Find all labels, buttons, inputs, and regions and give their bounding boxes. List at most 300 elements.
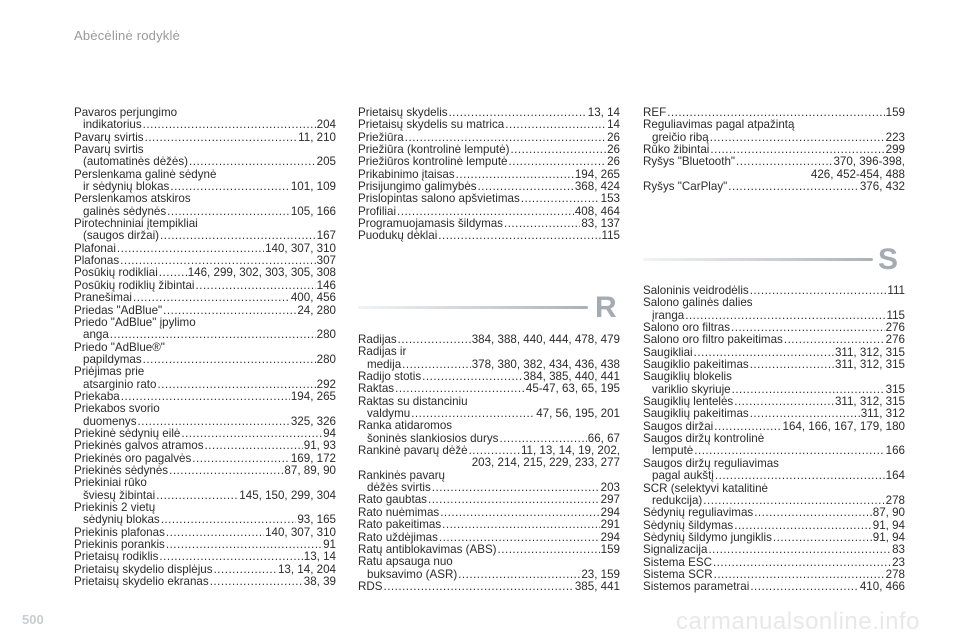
index-entry-pages: 205 [316,156,336,169]
dot-leader [405,132,606,144]
index-entry [74,453,336,465]
index-entry-term: Rato gaubtas [358,494,427,507]
index-entry-term: indikatorius [83,119,142,132]
index-entry-term: RDS [358,580,383,593]
dot-leader [397,206,574,218]
dot-leader [192,453,290,465]
dot-leader [398,334,471,346]
index-entry [358,470,620,495]
index-entry-term: (saugos diržai) [83,230,160,243]
dot-leader [715,470,885,482]
index-entry-pages: 166 [885,445,905,458]
dot-leader [750,408,860,420]
index-entry-heading: Pavaros perjungimo [74,106,178,119]
index-entry-line [74,280,336,292]
index-entry-heading: Saugiklių blokelis [643,370,732,384]
section-divider [643,258,873,261]
dot-leader [498,544,600,556]
index-entry-line [643,347,905,359]
index-entry-line [643,544,905,556]
index-entry-line [643,445,905,457]
index-entry-term: Prikabinimo įtaisas [358,168,455,181]
dot-leader [138,416,290,428]
index-entry-pages: 11, 13, 14, 19, 202, [520,445,620,458]
index-entry-line [358,581,620,593]
dot-leader [205,440,303,452]
index-column-1 [74,107,336,588]
index-entry-term: variklio skyriuje [652,383,731,396]
index-entry [74,564,336,576]
index-entry-pages: 153 [600,193,620,206]
dot-leader [694,347,834,359]
index-entry-line [643,569,905,581]
index-entry-line [643,156,905,168]
index-entry [643,507,905,519]
dot-leader [714,569,885,581]
index-entry-pages: 278 [885,494,905,507]
dot-leader [210,576,303,588]
index-entry-heading: Pavarų svirtis [74,143,144,157]
index-entry-term: Priekinės sėdynės [74,464,169,477]
index-entry [643,371,905,396]
index-entry-term: dėžės svirtis [367,482,431,495]
index-entry-heading: Saugos diržų kontrolinė [643,432,765,446]
index-entry [358,181,620,193]
dot-leader [442,519,600,531]
index-entry [643,408,905,420]
index-entry-line [358,433,620,445]
dot-leader [734,520,872,532]
index-entry [74,539,336,551]
index-entry-pages: 23, 159 [581,568,620,581]
index-entry-term: (automatinės dėžės) [83,156,189,169]
index-entry-term: Ryšys "CarPlay" [643,181,728,194]
index-entry-line [643,470,905,482]
index-entry-line [358,371,620,383]
dot-leader [383,581,573,593]
index-entry [643,322,905,334]
dot-leader [439,532,600,544]
index-entry-line [358,218,620,230]
dot-leader [143,354,316,366]
dot-leader [166,539,322,551]
index-entry-term: Ryšys "Bluetooth" [643,156,736,169]
index-entry [358,519,620,531]
index-entry-heading: Pirotechniniai įtempikliai [74,217,198,231]
index-entry [358,420,620,445]
index-entry [74,255,336,267]
index-entry-pages: 111 [887,285,905,297]
index-entry-line [643,520,905,532]
index-entry-line [358,156,620,168]
index-entry-term: Programuojamasis šildymas [358,218,503,231]
index-entry-pages: 223 [885,131,905,144]
index-entry-line [643,144,905,156]
index-entry-term: Rato uždėjimas [358,531,438,544]
index-entry-line [358,169,620,181]
index-entry [74,477,336,502]
dot-leader [505,119,606,131]
index-entry-line [74,119,336,131]
index-entry-line [358,494,620,506]
index-entry-pages: 276 [885,334,905,347]
index-entry-pages: 140, 307, 310 [265,526,336,539]
index-entry-term: Saugiklių lentelės [643,396,734,409]
index-entry-term: Ratų antiblokavimas (ABS) [358,543,497,556]
index-entry-pages: 384, 388, 440, 444, 478, 479 [471,334,620,346]
index-entry [74,551,336,563]
index-entry-term: Prietaisų skydelis [358,107,448,119]
index-entry-term: Signalizacija [643,544,708,557]
dot-leader [214,564,277,576]
index-entry-term: Saugos diržai [643,420,714,433]
index-entry [74,317,336,342]
index-entry-heading: Priėjimas prie [74,365,145,379]
index-entry [74,305,336,317]
index-entry-line [643,334,905,346]
index-entry-line [358,193,620,205]
dot-leader [422,371,522,383]
index-entry-term: Raktas [358,383,395,396]
dot-leader [133,292,290,304]
section-letter: R [595,291,617,324]
index-entry-pages: 297 [600,494,620,507]
dot-leader [713,557,891,569]
index-entry-term: papildymas [83,353,142,366]
index-entry-heading: Perslenkamos atskiros [74,192,191,206]
index-entry-line [358,507,620,519]
index-entry-term: Prietaisų skydelis su matrica [358,119,505,132]
dot-leader [458,569,580,581]
index-entry-line [74,514,336,526]
index-entry-heading: Salono galinės dalies [643,296,753,310]
index-entry [358,230,620,242]
index-entry [358,532,620,544]
index-entry-heading: Ratu apsauga nuo [358,555,453,569]
index-entry-heading: Priedo "AdBlue" įpylimo [74,315,196,329]
index-entry-line [643,310,905,322]
index-entry-pages: 167 [316,230,336,243]
dot-leader [478,181,574,193]
index-entry-term: buksavimo (ASR) [367,568,458,581]
index-column-2-r [358,334,620,593]
index-entry-line [74,156,336,168]
index-entry-line [643,557,905,569]
dot-leader [163,305,296,317]
index-entry-term: Plafonas [74,255,120,268]
index-entry-pages: 146, 299, 302, 303, 305, 308 [187,267,336,280]
dot-leader [750,359,834,371]
dot-leader [734,396,834,408]
index-entry-line [74,267,336,279]
index-entry-line [643,132,905,144]
index-entry-term: Saugiklio pakeitimas [643,359,749,372]
index-entry-pages: 24, 280 [297,304,336,317]
index-entry [74,428,336,440]
dot-leader [685,310,885,322]
index-entry-pages: 83, 137 [581,218,620,231]
index-entry-pages: 38, 39 [303,576,336,589]
index-entry [643,347,905,359]
index-entry-heading: Priekabos svorio [74,402,160,416]
dot-leader [456,169,574,181]
index-entry-line [358,107,620,119]
index-entry [643,396,905,408]
index-entry-line [643,181,905,193]
index-entry-line [74,576,336,588]
dot-leader [510,144,606,156]
index-entry-pages: 299 [885,144,905,157]
index-entry-term: Radijo stotis [358,371,422,384]
index-entry [74,107,336,132]
index-entry [358,383,620,395]
index-entry [643,334,905,346]
index-entry-pages: 291 [600,519,620,532]
index-entry-pages: 164 [885,470,905,483]
dot-leader [161,514,297,526]
index-entry-pages: 164, 166, 167, 179, 180 [782,420,905,433]
dot-leader [750,581,859,593]
index-entry-pages: 11, 210 [298,131,336,144]
dot-leader [117,243,264,255]
index-entry [643,181,905,193]
index-entry-pages: 23 [892,556,905,569]
index-entry-pages: 294 [600,531,620,544]
index-entry-term: Saugikliai [643,346,693,359]
index-entry-term: Radijas [358,334,397,346]
index-entry-line [358,532,620,544]
index-entry-term: įranga [652,309,685,322]
index-entry-pages: 26 [607,156,620,169]
index-entry-pages: 169, 172 [290,452,336,465]
dot-leader [694,445,884,457]
index-entry [74,169,336,194]
index-entry-term: Priedas "AdBlue" [74,304,163,317]
index-entry [358,445,620,470]
index-entry [358,144,620,156]
index-entry-term: šviesų žibintai [83,489,156,502]
index-entry-pages: 47, 56, 195, 201 [536,408,620,421]
index-column-3 [643,107,905,193]
dot-leader [157,379,315,391]
index-entry-pages: 13, 14 [587,107,620,119]
index-entry-term: Saloninis veidrodėlis [643,285,749,297]
dot-leader [732,384,885,396]
index-entry-pages: 315 [885,383,905,396]
index-entry-pages: 87, 89, 90 [284,464,336,477]
index-entry-line [358,359,620,371]
index-entry-line [358,569,620,581]
index-entry-pages: 26 [607,144,620,157]
index-entry-term: duomenys [83,415,137,428]
dot-leader [428,494,600,506]
index-entry-pages: 26 [607,131,620,144]
dot-leader [143,119,316,131]
index-entry [74,440,336,452]
index-entry-heading: Priedo "AdBlue®" [74,340,165,354]
dot-leader [110,329,316,341]
index-entry-line [643,581,905,593]
index-entry-line [358,206,620,218]
index-entry-term: Prietaisų skydelio ekranas [74,576,209,589]
index-entry-pages: 115 [601,230,620,243]
dot-leader [773,532,872,544]
index-entry-pages: 45-47, 63, 65, 195 [525,383,620,396]
index-entry-term: Sėdynių reguliavimas [643,507,754,520]
index-entry [643,144,905,156]
index-entry-pages: 294 [600,506,620,519]
index-entry-pages-continued: 426, 452-454, 488 [810,167,905,181]
index-entry-term: Prisijungimo galimybės [358,181,477,194]
dot-leader [181,428,322,440]
index-entry [358,132,620,144]
dot-leader [166,527,264,539]
index-entry-term: Priekaba [74,390,120,403]
page-header: Abėcėlinė rodyklė [74,28,181,43]
index-entry [643,297,905,322]
index-entry-line [74,230,336,242]
index-entry [358,346,620,371]
index-entry [643,156,905,181]
index-entry-pages: 408, 464 [574,205,620,218]
index-entry [643,532,905,544]
index-entry-pages: 14 [607,119,620,132]
index-entry-pages: 91, 94 [872,531,905,544]
index-entry [74,366,336,391]
dot-leader [750,285,887,297]
index-entry [643,581,905,593]
dot-leader [499,433,586,445]
index-entry-heading: Priekiniai rūko [74,476,147,490]
index-entry-line [74,329,336,341]
index-entry [74,502,336,527]
index-entry-pages: 278 [885,568,905,581]
index-entry-line [74,305,336,317]
index-entry-term: Profiliai [358,205,397,218]
index-entry-pages: 140, 307, 310 [265,242,336,255]
index-entry [643,119,905,144]
index-entry-line [74,539,336,551]
index-entry-line [643,396,905,408]
index-entry-pages: 91 [323,539,336,552]
dot-leader [159,551,302,563]
index-entry-pages: 83 [892,544,905,557]
index-entry-line [74,453,336,465]
index-entry-term: Sistemos parametrai [643,581,750,594]
index-entry-pages: 91, 94 [872,519,905,532]
index-entry-pages: 94 [323,427,336,440]
index-column-2 [358,107,620,243]
index-entry-pages: 66, 67 [587,432,620,445]
index-entry-line [358,482,620,494]
index-entry-term: Saugiklių pakeitimas [643,408,749,421]
index-entry-pages: 376, 432 [859,181,905,194]
index-entry [74,193,336,218]
index-entry-pages: 410, 466 [859,581,905,594]
index-entry-term: ir sėdynių blokas [83,181,170,194]
index-entry-term: Posūkių rodiklių žibintai [74,279,195,292]
index-entry-heading: SCR (selektyvi katalitinė [643,481,768,495]
index-entry-term: Sėdynių šildymo jungiklis [643,531,772,544]
index-entry-line [643,507,905,519]
index-entry [74,218,336,243]
index-entry-term: Rūko žibintai [643,144,710,157]
dot-leader [432,482,600,494]
index-entry-term: Prietaisų rodiklis [74,551,159,564]
index-entry-term: redukcija) [652,494,703,507]
index-entry-pages: 159 [885,107,905,119]
index-entry [358,371,620,383]
index-entry-term: atsarginio rato [83,378,157,391]
index-entry-pages: 13, 14, 204 [277,563,336,576]
index-entry-term: Priežiūra [358,131,404,144]
index-entry-line [358,519,620,531]
index-entry-pages: 115 [886,309,905,322]
index-entry-pages: 400, 456 [290,292,336,305]
index-entry-pages: 325, 326 [290,415,336,428]
index-entry [358,107,620,119]
index-entry-line [358,383,620,395]
index-entry [74,243,336,255]
index-entry-term: Rato pakeitimas [358,519,442,532]
index-entry-heading: Rankinės pavarų [358,468,446,482]
index-entry-pages-continued: 203, 214, 215, 229, 233, 277 [471,456,620,470]
index-entry [643,433,905,458]
index-entry-term: sėdynių blokas [83,514,160,527]
index-entry-pages: 384, 385, 440, 441 [523,371,620,384]
index-entry-line [74,428,336,440]
index-entry-pages: 311, 312, 315 [834,346,905,359]
index-entry [358,193,620,205]
watermark: carmanualsonline.info [676,608,920,635]
index-entry-term: Prietaisų skydelio displėjus [74,563,213,576]
index-entry-line [358,230,620,242]
index-entry-pages: 307 [316,255,336,268]
dot-leader [145,132,298,144]
index-entry-heading: Perslenkama galinė sėdynė [74,167,217,181]
index-entry-term: Salono oro filtro pakeitimas [643,334,783,347]
section-letter: S [878,243,899,276]
index-entry-term: Priekinės galvos atramos [74,440,204,453]
section-letter-s [643,243,905,277]
index-entry [74,403,336,428]
page-number: 500 [22,612,44,627]
dot-leader [754,507,872,519]
index-entry-pages: 311, 312 [860,408,905,421]
index-entry [358,507,620,519]
dot-leader [120,255,316,267]
index-entry [358,494,620,506]
index-entry-line [74,527,336,539]
dot-leader [449,107,587,119]
dot-leader [736,156,832,168]
index-entry-pages: 87, 90 [872,507,905,520]
index-entry-line [74,255,336,267]
index-entry-line [74,243,336,255]
index-entry-pages: 378, 380, 382, 434, 436, 438 [471,358,620,371]
dot-leader [784,334,885,346]
index-entry [358,396,620,421]
index-entry-pages: 368, 424 [574,181,620,194]
index-entry-heading: Radijas ir [358,345,407,359]
index-entry [643,544,905,556]
index-entry-pages: 105, 166 [290,205,336,218]
dot-leader [731,322,885,334]
index-entry-pages: 292 [316,378,336,391]
index-entry [643,458,905,483]
index-entry-term: Posūkių rodikliai [74,267,158,280]
index-entry-line [643,408,905,420]
